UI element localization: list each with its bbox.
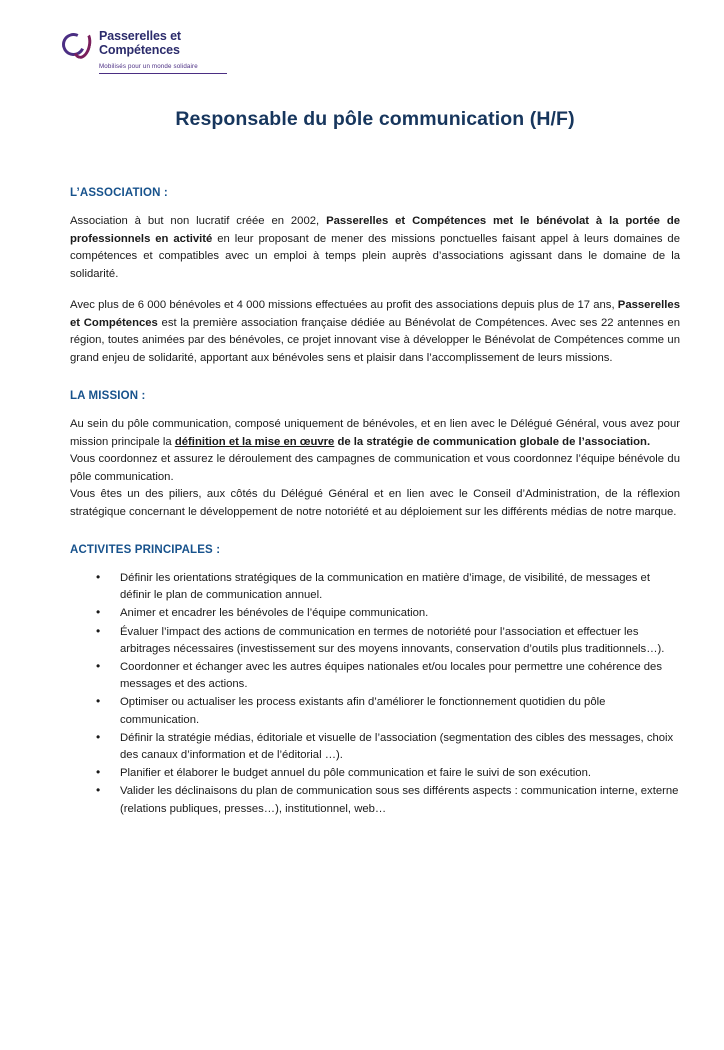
paragraph: Vous coordonnez et assurez le déroulement des campagnes de communication et vous coordonnez l’équipe bénévole du pôle communication. bbox=[70, 453, 680, 483]
section-association bbox=[70, 187, 680, 367]
list-item: • Animer et encadrer les bénévoles de l’équipe communication. bbox=[96, 605, 680, 622]
list-item: • Planifier et élaborer le budget annuel du pôle communication et faire le suivi de son exécution. bbox=[96, 765, 680, 782]
text-run: Au sein du pôle communication, composé uniquement de bénévoles, et en lien avec le Délégué Général, vous avez pour mission principale la bbox=[70, 418, 680, 448]
logo-tagline: Mobilisés pour un monde solidaire bbox=[99, 63, 198, 70]
list-item: • Évaluer l’impact des actions de communication en termes de notoriété pour l’association et effectuer les arbitrages nécessaires (investissement sur des moyens innovants, conservation d’outils plus traditionnels…). bbox=[96, 624, 680, 658]
text-run: en leur proposant de mener des missions ponctuelles faisant appel à leurs domaines de compétences et compatibles avec un emploi à temps plein auprès d’associations agissant dans le domaine de la solidarité. bbox=[70, 232, 680, 280]
paragraph: Vous êtes un des piliers, aux côtés du Délégué Général et en lien avec le Conseil d’Administration, de la réflexion stratégique concernant le développement de notre notoriété et au déploiement sur les différents médias de notre marque. bbox=[70, 488, 680, 518]
paragraph bbox=[70, 213, 680, 283]
text-run-bold: Passerelles et Compétences bbox=[70, 299, 680, 329]
text-run: est la première association française dédiée au Bénévolat de Compétences. Avec ses 22 antennes en région, toutes animées par des bénévoles, ce projet innovant vise à développer le Bénévolat de Compétences comme un grand enjeu de solidarité, apportant aux bénévoles sens et plaisir dans l’accomplissement de leurs missions. bbox=[70, 316, 680, 364]
logo-name-line2: Compétences bbox=[99, 42, 180, 57]
list-item: • Valider les déclinaisons du plan de communication sous ses différents aspects : communication interne, externe (relations publiques, presses…), institutionnel, web… bbox=[96, 783, 680, 817]
text-run-bold: de la stratégie de communication globale de l’association. bbox=[334, 435, 651, 448]
logo-divider bbox=[99, 73, 227, 74]
document-body bbox=[70, 187, 680, 818]
list-item: • Définir les orientations stratégiques de la communication en matière d’image, de visibilité, de messages et définir le plan de communication annuel. bbox=[96, 570, 680, 604]
section-heading: ACTIVITES PRINCIPALES : bbox=[70, 544, 221, 556]
list-item: • Coordonner et échanger avec les autres équipes nationales et/ou locales pour permettre une cohérence des messages et des actions. bbox=[96, 659, 680, 693]
text-run: Association à but non lucratif créée en 2002, bbox=[70, 215, 327, 227]
activities-list bbox=[70, 570, 680, 818]
logo-text-block bbox=[99, 28, 227, 74]
section-activites bbox=[70, 544, 680, 818]
section-mission bbox=[70, 390, 680, 521]
list-item: • Définir la stratégie médias, éditoriale et visuelle de l’association (segmentation des cibles des messages, choix des canaux d’information et de l’éditorial …). bbox=[96, 730, 680, 764]
text-run-underline: définition et la mise en œuvre bbox=[174, 435, 335, 448]
passerelles-logo-icon bbox=[62, 30, 92, 62]
list-item: • Optimiser ou actualiser les process existants afin d’améliorer le fonctionnement quotidien du pôle communication. bbox=[96, 694, 680, 728]
paragraph bbox=[70, 297, 680, 367]
section-heading: LA MISSION : bbox=[70, 390, 146, 402]
page-title: Responsable du pôle communication (H/F) bbox=[175, 108, 575, 130]
organization-logo bbox=[62, 28, 680, 74]
text-run: Avec plus de 6 000 bénévoles et 4 000 missions effectuées au profit des associations depuis plus de 17 ans, bbox=[70, 299, 618, 311]
paragraph bbox=[70, 416, 680, 451]
text-run-bold: Passerelles et Compétences met le bénévolat à la portée de professionnels en activité bbox=[70, 215, 680, 245]
logo-name-line1: Passerelles et bbox=[99, 29, 181, 43]
section-heading: L’ASSOCIATION : bbox=[70, 187, 168, 199]
